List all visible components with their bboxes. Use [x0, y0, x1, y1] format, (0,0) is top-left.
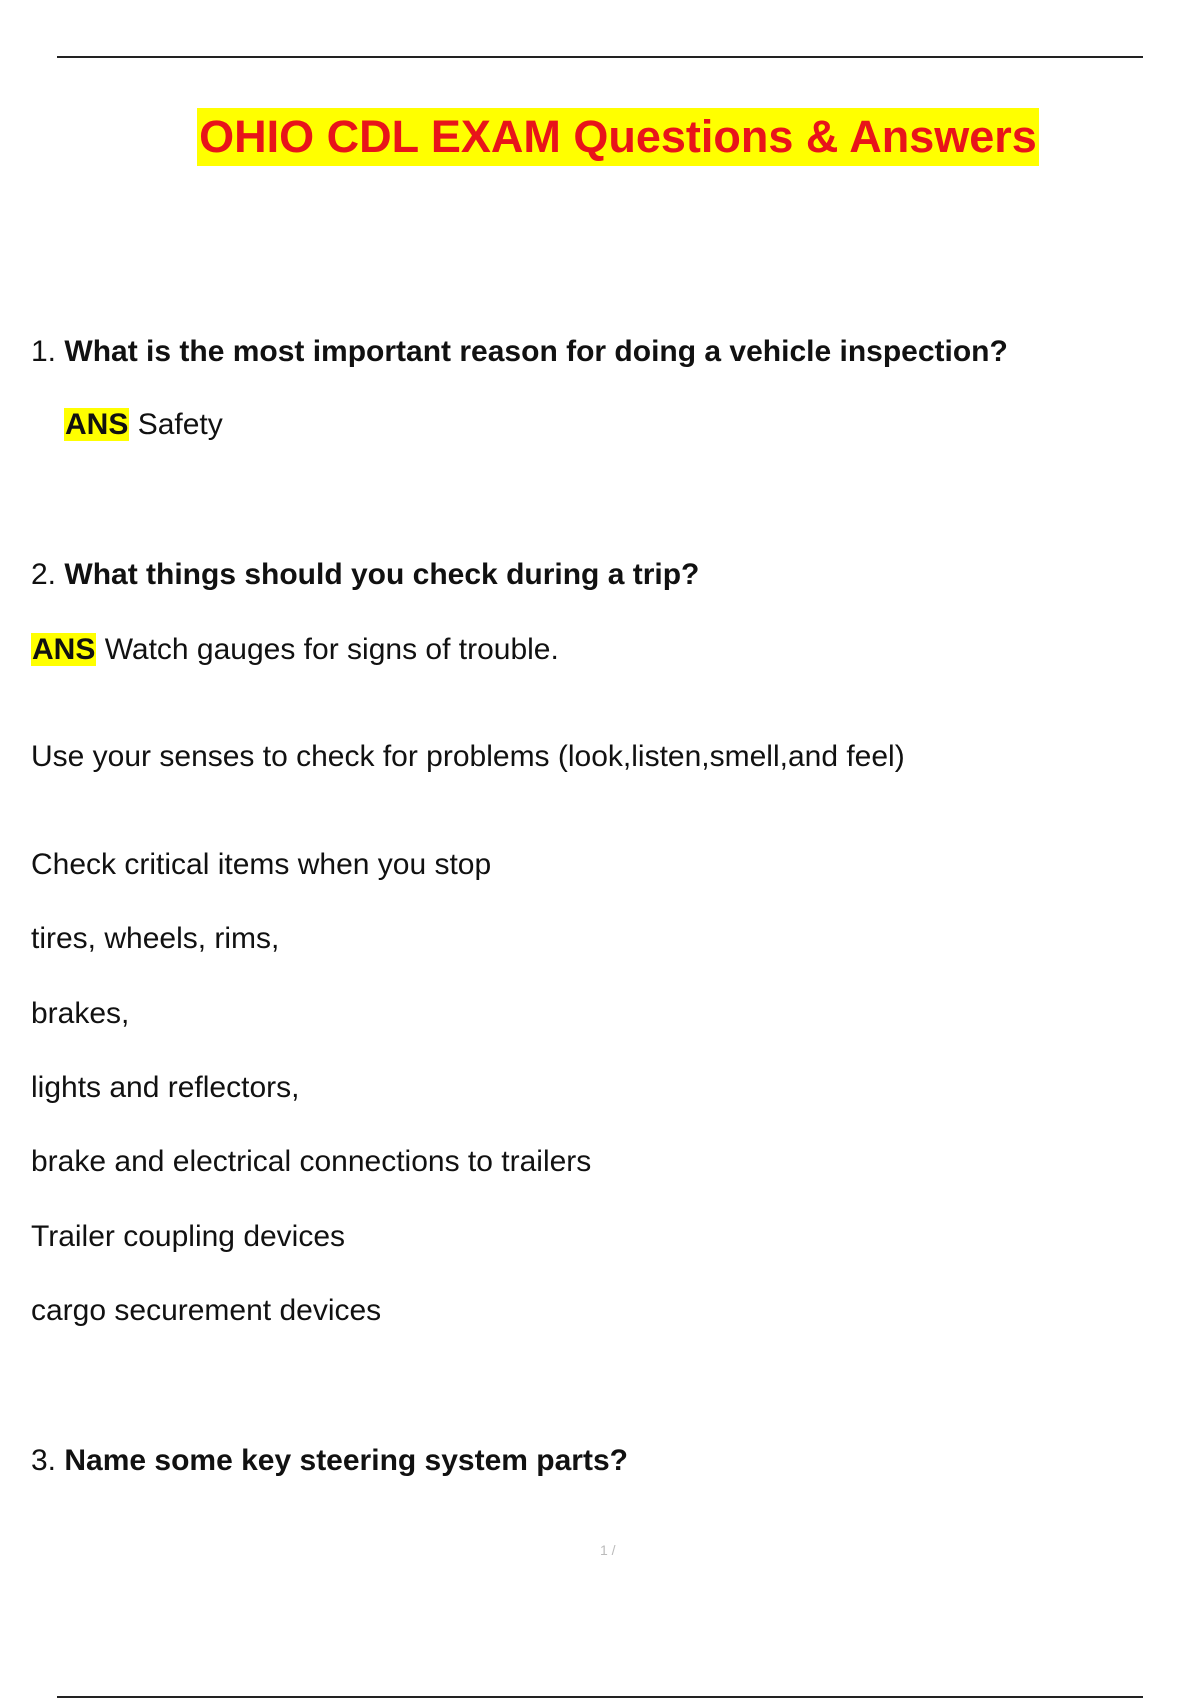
ans-label: ANS	[65, 408, 129, 441]
top-rule	[57, 56, 1143, 58]
question-number: 2.	[31, 558, 57, 591]
answer-text: Watch gauges for signs of trouble.	[104, 633, 559, 666]
answer-detail: Use your senses to check for problems (look,listen,smell,and feel)	[31, 740, 905, 773]
answer-detail: Trailer coupling devices	[31, 1220, 346, 1253]
answer-2	[31, 630, 559, 670]
question-number: 1.	[31, 335, 57, 368]
question-text: What is the most important reason for doing a vehicle inspection?	[64, 335, 1008, 368]
question-number: 3.	[31, 1444, 57, 1477]
document-title: OHIO CDL EXAM Questions & Answers	[197, 108, 1039, 166]
answer-detail: lights and reflectors,	[31, 1071, 300, 1104]
question-text: Name some key steering system parts?	[64, 1444, 628, 1477]
question-3	[31, 1441, 628, 1481]
answer-detail: brakes,	[31, 997, 130, 1030]
answer-text: Safety	[137, 408, 223, 441]
answer-1	[64, 405, 223, 445]
question-2	[31, 555, 699, 595]
question-text: What things should you check during a trip?	[64, 558, 700, 591]
question-1	[31, 332, 1008, 372]
page-number: 1 /	[600, 1542, 616, 1558]
ans-label: ANS	[32, 633, 96, 666]
answer-detail: brake and electrical connections to trailers	[31, 1145, 592, 1178]
title-block	[0, 108, 1200, 166]
bottom-rule	[57, 1696, 1143, 1698]
answer-detail: cargo securement devices	[31, 1294, 382, 1327]
answer-detail: tires, wheels, rims,	[31, 922, 280, 955]
answer-detail: Check critical items when you stop	[31, 848, 492, 881]
